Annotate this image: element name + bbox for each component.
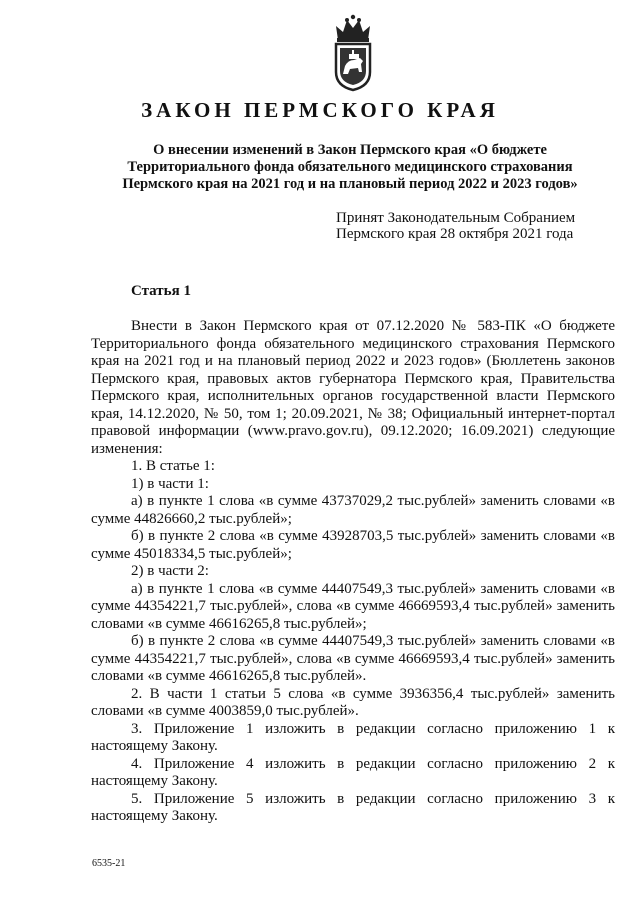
- paragraph: а) в пункте 1 слова «в сумме 43737029,2 тыс.рублей» заменить словами «в сумме 44826660,2 тыс.рублей»;: [91, 493, 615, 527]
- accepted-line: Пермского края 28 октября 2021 года: [336, 226, 574, 242]
- paragraph: 4. Приложение 4 изложить в редакции согласно приложению 2 к настоящему Закону.: [91, 755, 615, 789]
- paragraph: 2) в части 2:: [131, 563, 209, 579]
- accepted-note: [336, 210, 575, 242]
- paragraph: 3. Приложение 1 изложить в редакции согласно приложению 1 к настоящему Закону.: [91, 720, 615, 754]
- document-code: 6535-21: [92, 858, 126, 869]
- paragraph: 1. В статье 1:: [131, 458, 215, 474]
- article-body: [91, 318, 615, 826]
- subtitle-line: О внесении изменений в Закон Пермского края «О бюджете: [153, 142, 547, 158]
- perm-krai-coat-of-arms-icon: [326, 14, 380, 92]
- article-heading: Статья 1: [131, 283, 191, 299]
- paragraph: а) в пункте 1 слова «в сумме 44407549,3 тыс.рублей» заменить словами «в сумме 44354221,7 тыс.рублей», слова «в сумме 46669593,4 тыс.рублей» заменить словами «в сумме 46616265,8 тыс.рублей»;: [91, 580, 615, 632]
- paragraph: Внести в Закон Пермского края от 07.12.2020 № 583-ПК «О бюджете Территориального фонда обязательного медицинского страхования Пермского края на 2021 год и на плановый период 2022 и 2023 годов» (Бюллетень законов Пермского края, правовых актов губернатора Пермского края, Правительства Пермского края, исполнительных органов государственной власти Пермского края, 14.12.2020, № 50, том 1; 20.09.2021, № 38; Официальный интернет-портал правовой информации (www.pravo.gov.ru), 09.12.2020; 16.09.2021) следующие изменения:: [91, 318, 615, 457]
- subtitle-line: Территориального фонда обязательного медицинского страхования: [127, 159, 573, 175]
- paragraph: б) в пункте 2 слова «в сумме 43928703,5 тыс.рублей» заменить словами «в сумме 45018334,5 тыс.рублей»;: [91, 528, 615, 562]
- paragraph: 1) в части 1:: [131, 475, 209, 492]
- document-subtitle: [100, 142, 600, 193]
- paragraph: 2. В части 1 статьи 5 слова «в сумме 3936356,4 тыс.рублей» заменить словами «в сумме 4003859,0 тыс.рублей».: [91, 685, 615, 719]
- document-title: ЗАКОН ПЕРМСКОГО КРАЯ: [141, 98, 499, 122]
- paragraph: б) в пункте 2 слова «в сумме 44407549,3 тыс.рублей» заменить словами «в сумме 44354221,7 тыс.рублей», слова «в сумме 46669593,4 тыс.рублей» заменить словами «в сумме 46616265,8 тыс.рублей».: [91, 633, 615, 684]
- subtitle-line: Пермского края на 2021 год и на плановый период 2022 и 2023 годов»: [122, 176, 578, 192]
- paragraph: 5. Приложение 5 изложить в редакции согласно приложению 3 к настоящему Закону.: [91, 790, 615, 824]
- accepted-line: Принят Законодательным Собранием: [336, 210, 576, 226]
